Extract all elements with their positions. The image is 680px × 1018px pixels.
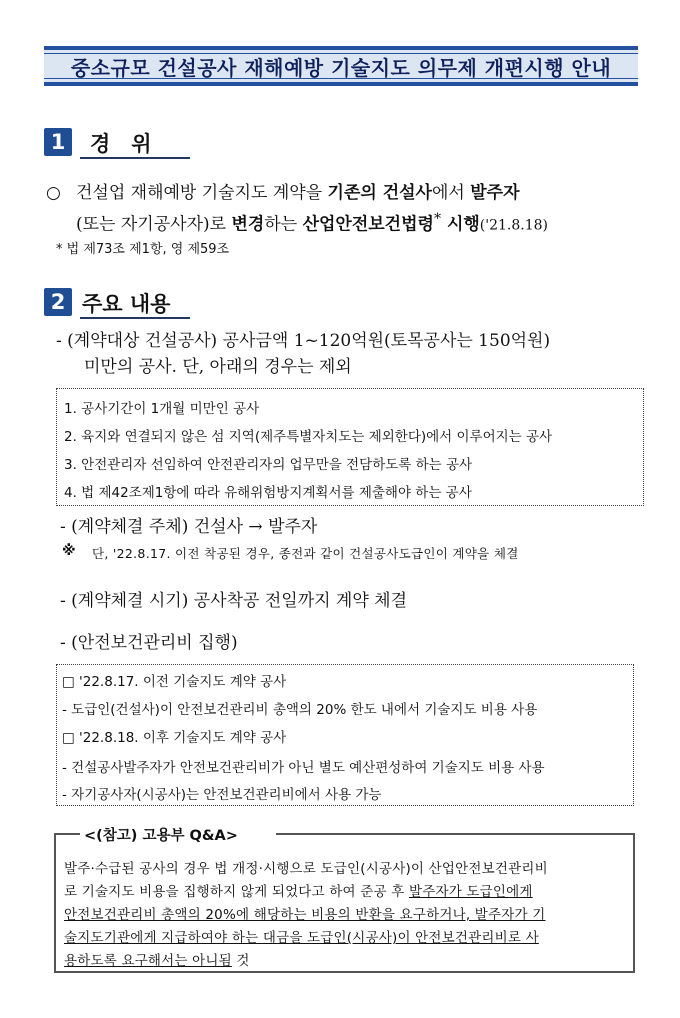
fund-line: - 도급인(건설사)이 안전보건관리비 총액의 20% 한도 내에서 기술지도 비용 사용: [62, 702, 538, 718]
section-1-number: 1: [44, 128, 72, 156]
section-2-underline: [80, 317, 190, 319]
exclusion-item: 3. 안전관리자 선임하여 안전관리자의 업무만을 전담하도록 하는 공사: [64, 457, 473, 473]
item-contract-target-cont: 미만의 공사. 단, 아래의 경우는 제외: [84, 357, 352, 377]
qa-line: 술지도기관에게 지급하여야 하는 대금을 도급인(시공사)이 안전보건관리비로 사: [64, 930, 539, 946]
exclusion-item: 1. 공사기간이 1개월 미만인 공사: [64, 401, 260, 417]
item-contract-party-note: 단, '22.8.17. 이전 착공된 경우, 종전과 같이 건설공사도급인이 계약을 체결: [92, 546, 519, 561]
exclusion-item: 2. 육지와 연결되지 않은 섬 지역(제주특별자치도는 제외한다)에서 이루어지는 공사: [64, 429, 553, 445]
fund-line: □ '22.8.17. 이전 기술지도 계약 공사: [62, 674, 287, 690]
item-contract-timing: - (계약체결 시기) 공사착공 전일까지 계약 체결: [60, 591, 408, 611]
item-contract-target: - (계약대상 건설공사) 공사금액 1~120억원(토목공사는 150억원): [56, 331, 551, 351]
note-mark: ※: [62, 543, 76, 559]
qa-line: 용하도록 요구해서는 아니됨 것: [64, 953, 250, 969]
section-1-title: 경 위: [90, 132, 152, 156]
section-1-line-1: 건설업 재해예방 기술지도 계약을 기존의 건설사에서 발주자: [76, 183, 520, 203]
section-2-title: 주요 내용: [82, 292, 171, 316]
section-1-footnote: * 법 제73조 제1항, 영 제59조: [56, 242, 230, 257]
fund-line: - 자기공사자(시공사)는 안전보건관리비에서 사용 가능: [62, 787, 382, 803]
fund-line: - 건설공사발주자가 안전보건관리비가 아닌 별도 예산편성하여 기술지도 비용 사용: [62, 760, 545, 776]
section-1-underline: [80, 157, 190, 159]
item-safety-fund: - (안전보건관리비 집행): [60, 633, 238, 653]
item-contract-party: - (계약체결 주체) 건설사 → 발주자: [60, 517, 318, 537]
section-2-number: 2: [44, 288, 72, 316]
page-title: 중소규모 건설공사 재해예방 기술지도 의무제 개편시행 안내: [70, 56, 612, 80]
qa-line: 안전보건관리비 총액의 20%에 해당하는 비용의 반환을 요구하거나, 발주자가 기: [64, 907, 546, 923]
bullet-circle: ○: [46, 183, 61, 203]
qa-line: 로 기술지도 비용을 집행하지 않게 되었다고 하여 준공 후 발주자가 도급인에게: [64, 884, 533, 900]
section-1-line-2: (또는 자기공사자)로 변경하는 산업안전보건법령* 시행('21.8.18): [76, 211, 549, 235]
fund-line: □ '22.8.18. 이후 기술지도 계약 공사: [62, 730, 287, 746]
exclusion-item: 4. 법 제42조제1항에 따라 유해위험방지계획서를 제출해야 하는 공사: [64, 485, 472, 501]
qa-line: 발주·수급된 공사의 경우 법 개정·시행으로 도급인(시공사)이 산업안전보건관리비: [64, 861, 548, 877]
qa-heading: <(참고) 고용부 Q&A>: [84, 828, 238, 844]
